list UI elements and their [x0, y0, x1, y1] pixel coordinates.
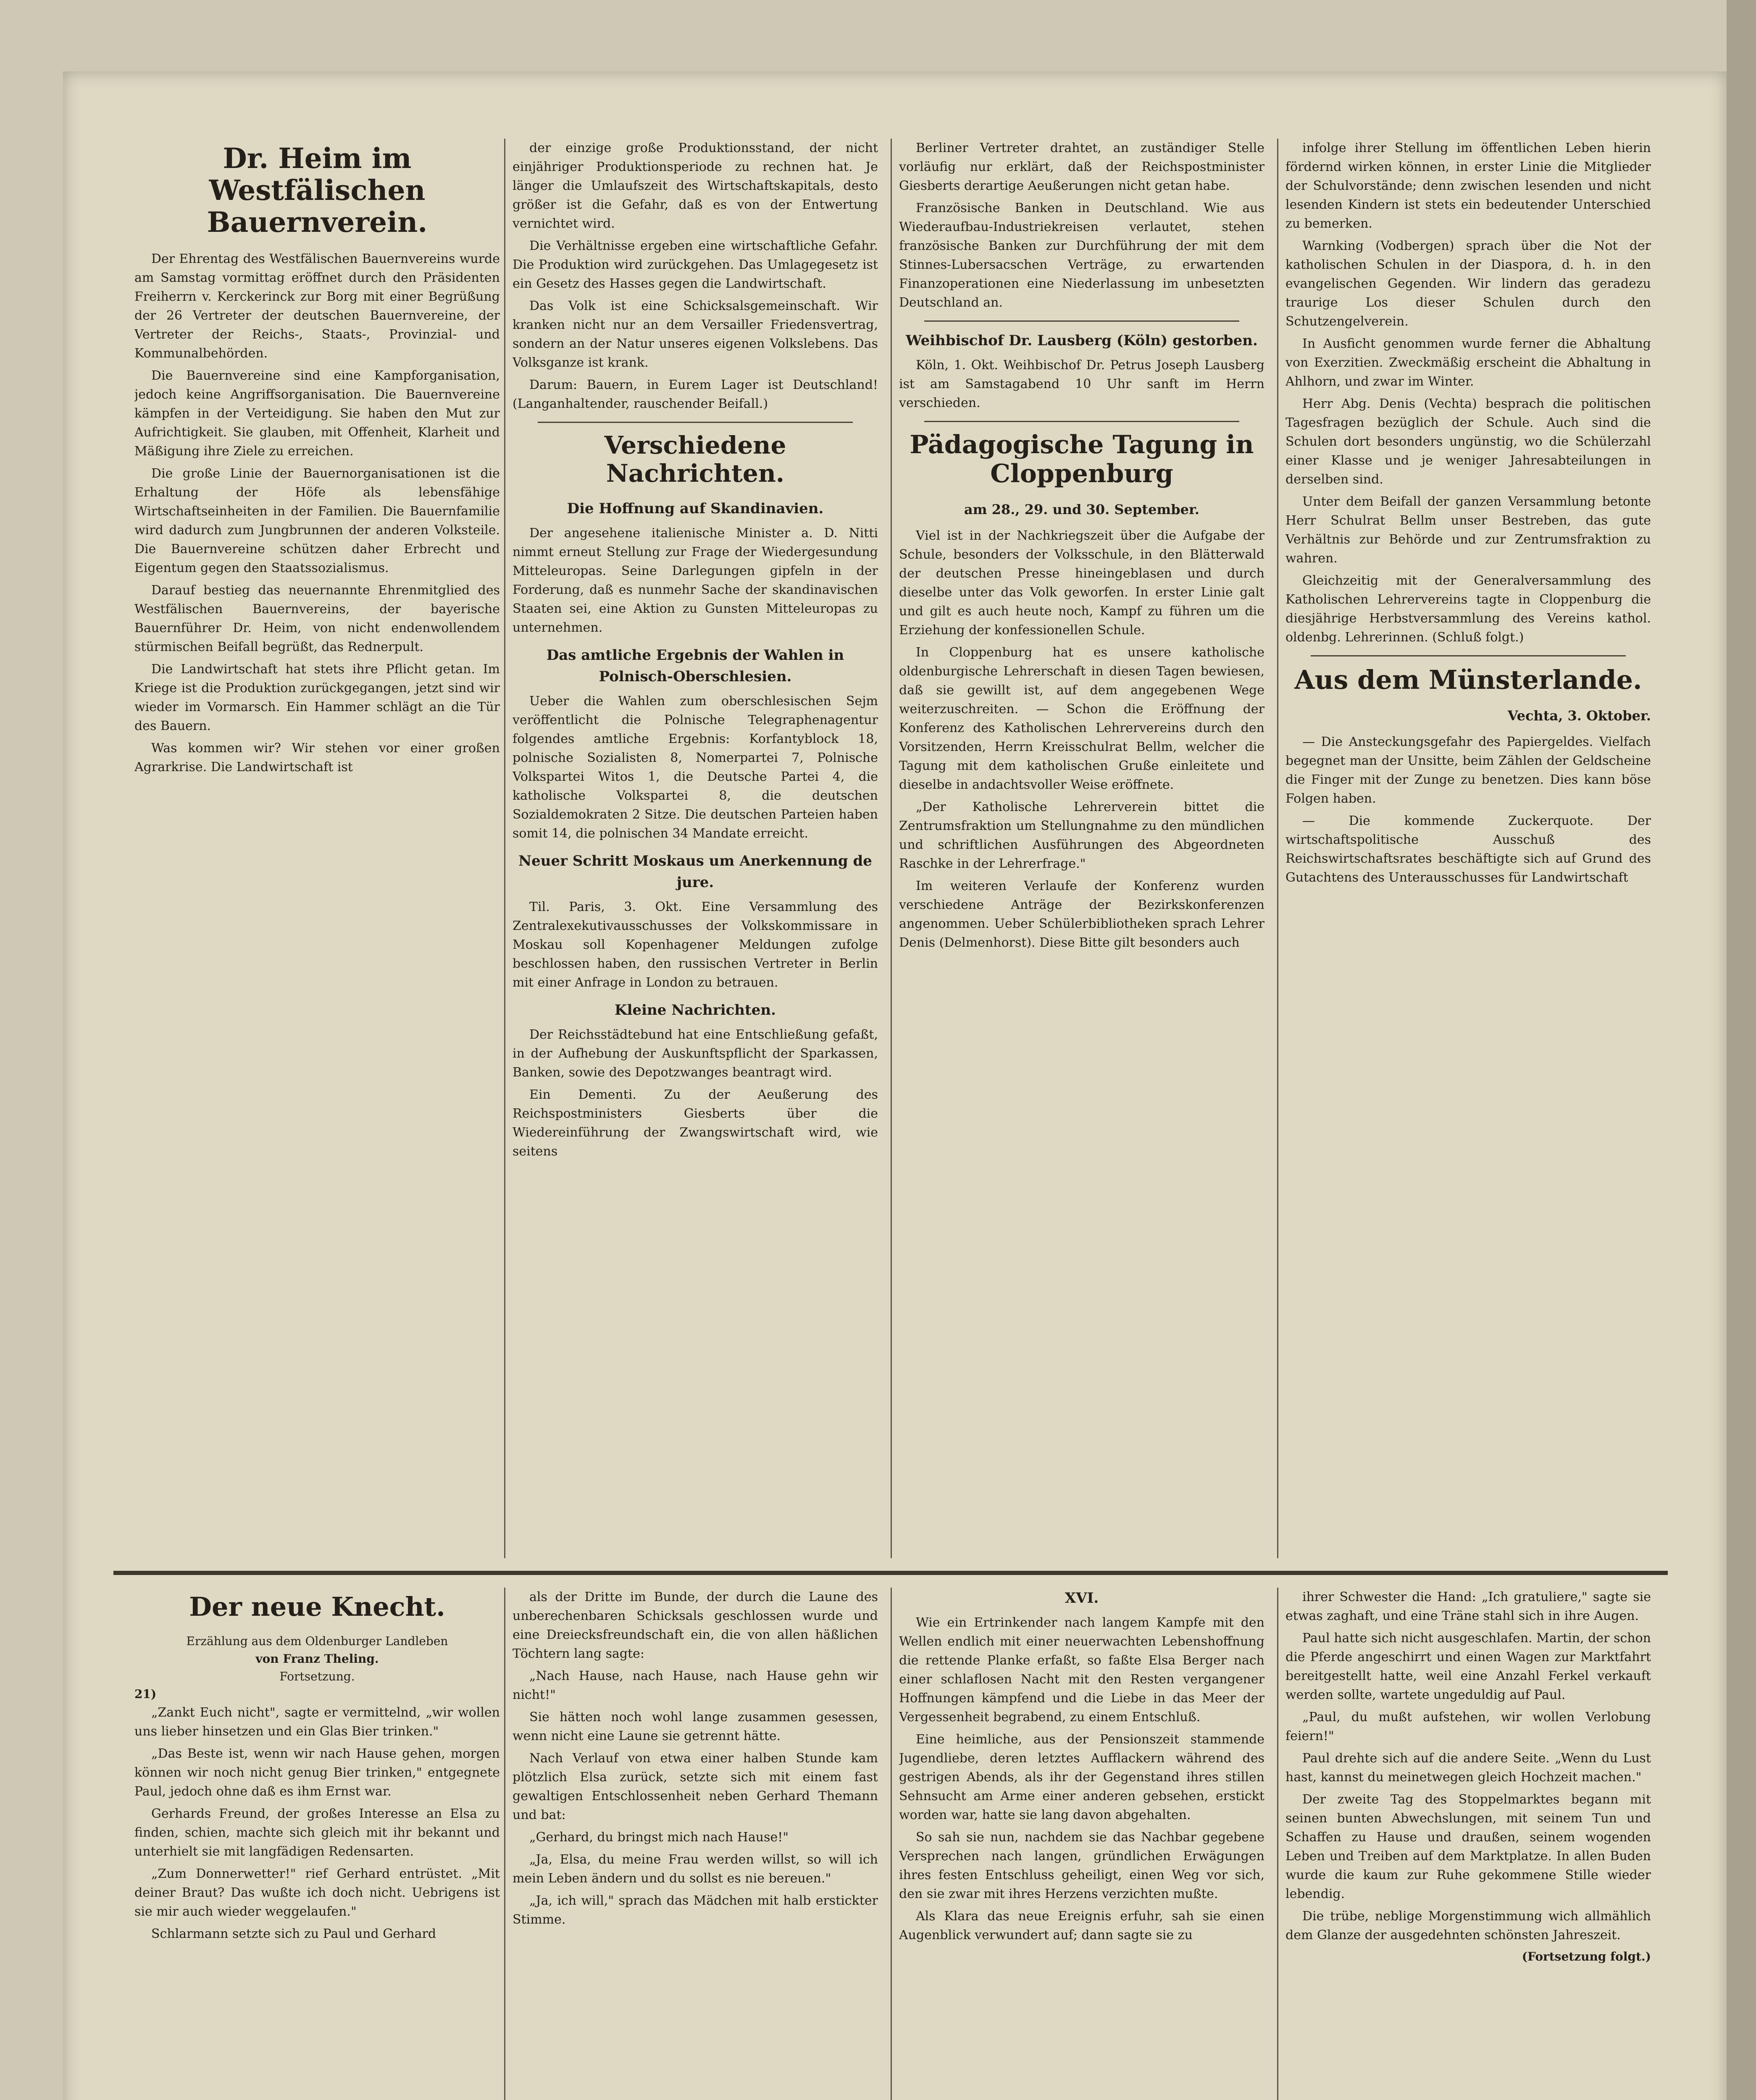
paragraph: „Ja, ich will," sprach das Mädchen mit halb erstickter Stimme. [513, 1893, 878, 1927]
paragraph: Der zweite Tag des Stoppelmarktes begann mit seinen bunten Abwechslungen, mit seinem Tun und Schaffen zu Hause und draußen, seinem wogenden Leben und Treiben auf dem Marktplatze. In allen Buden wurde die kaum zur Ruhe gekommene Stille wieder lebendig. [1285, 1792, 1651, 1901]
paragraph: Die große Linie der Bauernorganisationen ist die Erhaltung der Höfe als lebensfähige Wirtschaftseinheiten in der Familien. Die Bauernfamilie wird dadurch zum Jungbrunnen der anderen Volksteile. Die Bauernvereine schützen daher Erbrecht und Eigentum gegen den Staatssozialismus. [134, 466, 500, 575]
paragraph: — Die Ansteckungsgefahr des Papiergeldes. Vielfach begegnet man der Unsitte, beim Zählen der Geldscheine die Finger mit der Zunge zu benetzen. Dies kann böse Folgen haben. [1285, 735, 1651, 806]
serial-column-2 [513, 1588, 878, 2100]
paragraph: Nach Verlauf von etwa einer halben Stunde kam plötzlich Elsa zurück, setzte sich mit einem fast gewaltigen Entschlossenheit neben Gerhard Themann und bat: [513, 1751, 878, 1822]
column-2 [513, 139, 878, 1558]
paragraph: Der angesehene italienische Minister a. D. Nitti nimmt erneut Stellung zur Frage der Wiedergesundung Mitteleuropas. Seine Darlegungen gipfeln in der Forderung, daß es nunmehr Sache der skandinavischen Staaten sei, eine Aktion zu Gunsten Mitteleuropas zu unternehmen. [513, 526, 878, 635]
subhead: Das amtliche Ergebnis der Wahlen in Polnisch-Oberschlesien. [546, 647, 844, 685]
paragraph: Schlarmann setzte sich zu Paul und Gerhard [151, 1927, 436, 1942]
section-separator [538, 422, 853, 423]
paragraph: So sah sie nun, nachdem sie das Nachbar gegebene Versprechen nach langen, gründlichen Erwägungen ihres festen Entschluss geheiligt, einen Weg vor sich, den sie zwar mit ihres Herzens verzichten mußte. [899, 1830, 1264, 1901]
chapter-number: XVI. [1065, 1590, 1099, 1606]
column-divider [504, 1588, 505, 2100]
paragraph: Warnking (Vodbergen) sprach über die Not der katholischen Schulen in der Diaspora, d. h. in den evangelischen Gegenden. Wir lindern das geradezu traurige Los dieser Schulen durch den Schutzengelverein. [1285, 239, 1651, 329]
paragraph: „Ja, Elsa, du meine Frau werden willst, so will ich mein Leben ändern und du sollst es nie bereuen." [513, 1852, 878, 1886]
paragraph: „Gerhard, du bringst mich nach Hause!" [529, 1830, 789, 1845]
serial-column-3 [899, 1588, 1264, 2100]
paragraph: Die trübe, neblige Morgenstimmung wich allmählich dem Glanze der ausgedehnten schönsten Jahreszeit. [1285, 1909, 1651, 1942]
column-1 [134, 139, 500, 1558]
serial-author: von Franz Theling. [255, 1652, 379, 1666]
headline-muensterlande: Aus dem Münsterlande. [1294, 664, 1642, 695]
headline-der-neue-knecht: Der neue Knecht. [189, 1591, 445, 1622]
paragraph: Paul drehte sich auf die andere Seite. „Wenn du Lust hast, kannst du meinetwegen gleich Hochzeit machen." [1285, 1751, 1651, 1785]
column-divider [891, 139, 892, 1558]
paragraph: Ueber die Wahlen zum oberschlesischen Sejm veröffentlicht die Polnische Telegraphenagentur folgendes amtliche Ergebnis: Korfantyblock 18, polnische Sozialisten 8, Nomerpartei 7, Polnische Volkspartei Witos 1, die Deutsche Partei 4, die katholische Volkspartei 8, die deutschen Sozialdemokraten 2 Sitze. Die deutschen Parteien haben somit 14, die polnischen 34 Mandate erreicht. [513, 694, 878, 841]
column-3 [899, 139, 1264, 1558]
paragraph: Herr Abg. Denis (Vechta) besprach die politischen Tagesfragen bezüglich der Schule. Auch sind die Schulen dort besonders ungünstig, wo die Schülerzahl einer Klasse und je weniger Jahresabteilungen in derselben sind. [1285, 396, 1651, 487]
paragraph: Eine heimliche, aus der Pensionszeit stammende Jugendliebe, deren letztes Aufflackern während des gestrigen Abends, als ihr der Gegenstand ihres stillen Sehnsucht am Arme einer anderen gebsehen, erstickt worden war, hatte sie lang davon abgehalten. [899, 1732, 1264, 1822]
column-divider [1277, 139, 1278, 1558]
column-divider [891, 1588, 892, 2100]
paragraph: ihrer Schwester die Hand: „Ich gratuliere," sagte sie etwas zaghaft, und eine Träne stahl sich in ihre Augen. [1285, 1590, 1651, 1623]
headline-verschiedene: Verschiedene Nachrichten. [604, 431, 786, 488]
paragraph: Paul hatte sich nicht ausgeschlafen. Martin, der schon die Pferde angeschirrt und einen Wagen zur Marktfahrt bereitgestellt hatte, weil eine Anzahl Ferkel verkauft werden sollte, wartete ungeduldig auf Paul. [1285, 1631, 1651, 1702]
paragraph: Der Reichsstädtebund hat eine Entschließung gefaßt, in der Aufhebung der Auskunftspflicht der Sparkassen, Banken, sowie des Depotzwanges beantragt wird. [513, 1027, 878, 1080]
paragraph: Til. Paris, 3. Okt. Eine Versammlung des Zentralexekutivausschusses der Volkskommissare in Moskau soll Kopenhagener Meldungen zufolge beschlossen haben, den russischen Vertreter in Berlin mit einer Anfrage in London zu betrauen. [513, 900, 878, 990]
subhead: Kleine Nachrichten. [615, 1002, 776, 1019]
subhead-lausberg: Weihbischof Dr. Lausberg (Köln) gestorben. [906, 332, 1258, 349]
paragraph: der einzige große Produktionsstand, der nicht einjähriger Produktionsperiode zu rechnen hat. Je länger die Umlaufszeit des Wirtschaftskapitals, desto größer ist die Gefahr, daß es von der Entwertung vernichtet wird. [513, 141, 878, 231]
paragraph: Als Klara das neue Ereignis erfuhr, sah sie einen Augenblick verwundert auf; dann sagte sie zu [899, 1909, 1264, 1942]
paragraph: als der Dritte im Bunde, der durch die Laune des unberechenbaren Schicksals geschlossen wurde und eine Dreiecksfreundschaft ein, die von allen häßlichen Töchtern lang sagte: [513, 1590, 878, 1661]
paragraph: — Die kommende Zuckerquote. Der wirtschaftspolitische Ausschuß des Reichswirtschaftsrates beschäftigte sich auf Grund des Gutachtens des Unterausschusses für Landwirtschaft [1285, 814, 1651, 885]
serial-number: 21) [134, 1687, 157, 1701]
paragraph: Darauf bestieg das neuernannte Ehrenmitglied des Westfälischen Bauernvereins, der bayerische Bauernführer Dr. Heim, von nicht endenwollendem stürmischen Beifall begrüßt, das Rednerpult. [134, 583, 500, 654]
column-4 [1285, 139, 1651, 1558]
paragraph: „Das Beste ist, wenn wir nach Hause gehen, morgen können wir noch nicht genug Bier trinken," entgegnete Paul, jedoch ohne daß es ihm Ernst war. [134, 1746, 500, 1799]
dateline: Vechta, 3. Oktober. [1507, 708, 1651, 724]
page-binding [1727, 0, 1756, 2100]
paragraph: Der Ehrentag des Westfälischen Bauernvereins wurde am Samstag vormittag eröffnet durch den Präsidenten Freiherrn v. Kerckerinck zur Borg mit einer Begrüßung der 26 Vertreter der deutschen Bauernvereine, der Vertreter der Reichs-, Staats-, Provinzial- und Kommunalbehörden. [134, 251, 500, 361]
paragraph: Viel ist in der Nachkriegszeit über die Aufgabe der Schule, besonders der Volksschule, in den Blätterwald der deutschen Presse hineingeblasen und durch dieselbe unter das Volk geworfen. In erster Linie galt und gilt es auch heute noch, Kampf zu führen um die Erziehung der konfessionellen Schule. [899, 528, 1264, 638]
column-divider [504, 139, 505, 1558]
subhead: Neuer Schritt Moskaus um Anerkennung de jure. [518, 853, 872, 891]
paragraph: Die Bauernvereine sind eine Kampforganisation, jedoch keine Angriffsorganisation. Die Bauernvereine kämpfen in der Verteidigung. Sie haben den Mut zur Aufrichtigkeit. Sie glauben, mit Offenheit, Klarheit und Mäßigung ihre Ziele zu erreichen. [134, 368, 500, 459]
paragraph: Das Volk ist eine Schicksalsgemeinschaft. Wir kranken nicht nur an dem Versailler Friedensvertrag, sondern an der Natur unseres eigenen Volkslebens. Das Volksganze ist krank. [513, 299, 878, 370]
feuilleton-rule [113, 1571, 1668, 1575]
column-divider [1277, 1588, 1278, 2100]
paragraph: Berliner Vertreter drahtet, an zuständiger Stelle vorläufig nur erklärt, daß der Reichspostminister Giesberts derartige Aeußerungen nicht getan habe. [899, 141, 1264, 193]
paragraph: Darum: Bauern, in Eurem Lager ist Deutschland! (Langanhaltender, rauschender Beifall.) [513, 378, 878, 411]
paragraph: Im weiteren Verlaufe der Konferenz wurden verschiedene Anträge der Bezirkskonferenzen angenommen. Ueber Schülerbibliotheken sprach Lehrer Denis (Delmenhorst). Diese Bitte gilt besonders auch [899, 879, 1264, 950]
paragraph: Köln, 1. Okt. Weihbischof Dr. Petrus Joseph Lausberg ist am Samstagabend 10 Uhr sanft im Herrn verschieden. [899, 358, 1264, 410]
section-separator [1311, 655, 1626, 656]
section-separator [924, 320, 1239, 322]
paragraph: „Nach Hause, nach Hause, nach Hause gehn wir nicht!" [513, 1669, 878, 1702]
section-separator [924, 421, 1239, 422]
paragraph: Gerhards Freund, der großes Interesse an Elsa zu finden, schien, machte sich gleich mit ihr bekannt und unterhielt sie mit langfädigen Redensarten. [134, 1806, 500, 1859]
fortsetzung-folgt: (Fortsetzung folgt.) [1522, 1950, 1651, 1964]
paragraph: „Zum Donnerwetter!" rief Gerhard entrüstet. „Mit deiner Braut? Das wußte ich doch nicht. Uebrigens ist sie mir auch wieder weggelaufen." [134, 1866, 500, 1919]
paragraph: infolge ihrer Stellung im öffentlichen Leben hierin fördernd wirken können, in erster Linie die Mitglieder der Schulvorstände; denn zwischen lesenden und nicht lesenden Kindern ist stets ein bedeutender Unterschied zu bemerken. [1285, 141, 1651, 231]
paragraph: Französische Banken in Deutschland. Wie aus Wiederaufbau-Industriekreisen verlautet, stehen französische Banken zur Durchführung der mit dem Stinnes-Lubersacschen Verträge, zu erwartenden Finanzoperationen eine Niederlassung im unbesetzten Deutschland an. [899, 201, 1264, 310]
serial-fortsetzung: Fortsetzung. [279, 1670, 355, 1684]
paragraph: In Ausficht genommen wurde ferner die Abhaltung von Exerzitien. Zweckmäßig erscheint die Abhaltung in Ahlhorn, und zwar im Winter. [1285, 336, 1651, 389]
paragraph: „Paul, du mußt aufstehen, wir wollen Verlobung feiern!" [1285, 1710, 1651, 1743]
headline-paedagogische-tagung: Pädagogische Tagung in Cloppenburg [910, 430, 1254, 488]
paragraph: Ein Dementi. Zu der Aeußerung des Reichspostministers Giesberts über die Wiedereinführung der Zwangswirtschaft wird, wie seitens [513, 1087, 878, 1159]
subhead: Die Hoffnung auf Skandinavien. [567, 500, 824, 517]
paragraph: Die Landwirtschaft hat stets ihre Pflicht getan. Im Kriege ist die Produktion zurückgegangen, jetzt sind wir wieder im Vormarsch. Ein Hammer schlägt an die Tür des Bauern. [134, 662, 500, 733]
serial-column-1 [134, 1588, 500, 2100]
paragraph: Gleichzeitig mit der Generalversammlung des Katholischen Lehrervereins tagte in Cloppenburg die diesjährige Herbstversammlung des Vereins kathol. oldenbg. Lehrerinnen. (Schluß folgt.) [1285, 573, 1651, 645]
paragraph: „Der Katholische Lehrerverein bittet die Zentrumsfraktion um Stellungnahme zu den mündlichen und schriftlichen Ausführungen des Abgeordneten Raschke in der Lehrerfrage." [899, 800, 1264, 871]
paragraph: Wie ein Ertrinkender nach langem Kampfe mit den Wellen endlich mit einer neuerwachten Lebenshoffnung die rettende Planke erfaßt, so faßte Elsa Berger nach einer schlaflosen Nacht mit den Resten vergangener Hoffnungen kämpfend und die Liebe in das Meer der Vergessenheit begrabend, zu einem Entschluß. [899, 1615, 1264, 1725]
paragraph: Was kommen wir? Wir stehen vor einer großen Agrarkrise. Die Landwirtschaft ist [134, 740, 500, 774]
headline-dr-heim: Dr. Heim im Westfälischen Bauernverein. [207, 142, 428, 239]
serial-subtitle: Erzählung aus dem Oldenburger Landleben [186, 1634, 448, 1648]
paragraph: Die Verhältnisse ergeben eine wirtschaftliche Gefahr. Die Produktion wird zurückgehen. Das Umlagegesetz ist ein Gesetz des Hasses gegen die Landwirtschaft. [513, 239, 878, 291]
paragraph: In Cloppenburg hat es unsere katholische oldenburgische Lehrerschaft in diesen Tagen bewiesen, daß sie gewillt ist, auf dem angegebenen Wege weiterzuschreiten. — Schon die Eröffnung der Konferenz des Katholischen Lehrervereins durch den Vorsitzenden, Herrn Kreisschulrat Bellm, welcher die Tagung mit dem katholischen Gruße einleitete und dieselbe in andachtsvoller Weise eröffnete. [899, 645, 1264, 792]
paragraph: Sie hätten noch wohl lange zusammen gesessen, wenn nicht eine Laune sie getrennt hätte. [513, 1710, 878, 1743]
paragraph: Unter dem Beifall der ganzen Versammlung betonte Herr Schulrat Bellm unser Bestreben, das gute Verhältnis zur Behörde und zur Zentrumsfraktion zu wahren. [1285, 494, 1651, 566]
dateline: am 28., 29. und 30. September. [964, 501, 1199, 517]
serial-column-4 [1285, 1588, 1651, 2100]
paragraph: „Zankt Euch nicht", sagte er vermittelnd, „wir wollen uns lieber hinsetzen und ein Glas Bier trinken." [134, 1705, 500, 1739]
